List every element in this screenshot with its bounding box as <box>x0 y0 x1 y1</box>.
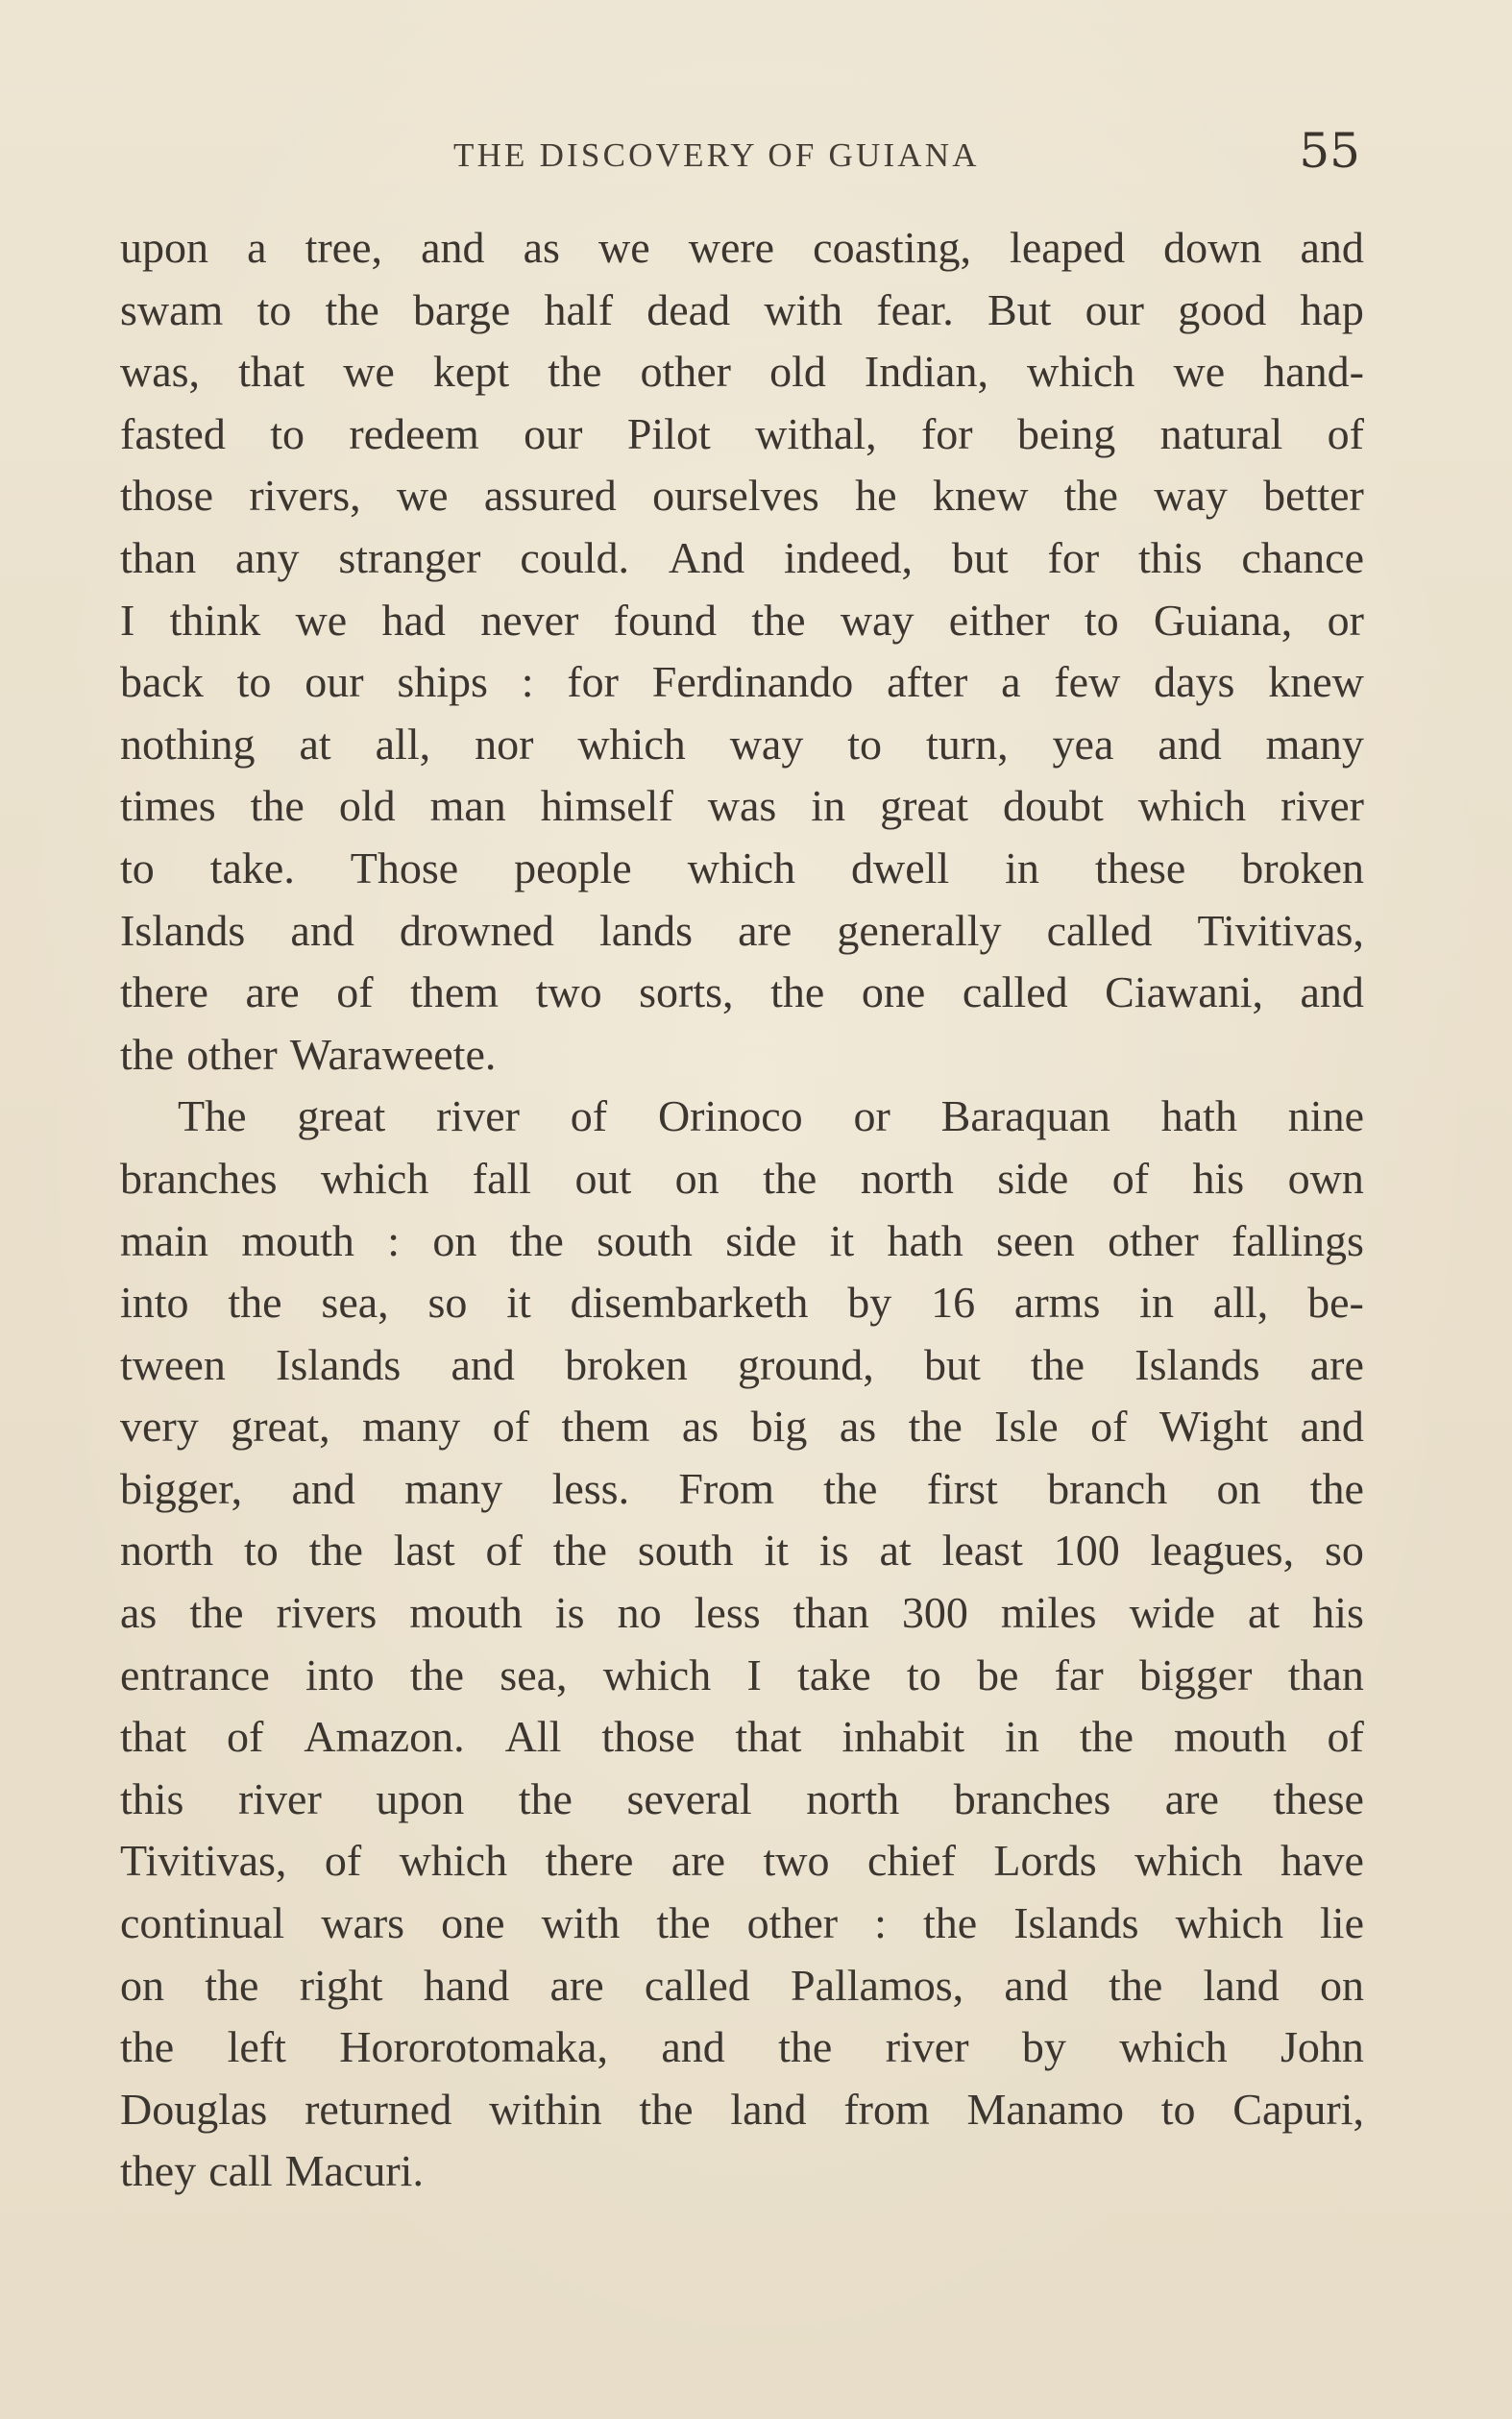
text-line: the left Hororotomaka, and the river by which John <box>120 2022 1364 2072</box>
text-line: nothing at all, nor which way to turn, yea and many <box>120 719 1364 769</box>
text-line: to take. Those people which dwell in these broken <box>120 843 1364 892</box>
text-line: times the old man himself was in great doubt which river <box>120 781 1364 831</box>
text-line: Tivitivas, of which there are two chief Lords which have <box>120 1836 1364 1886</box>
text-line: they call Macuri. <box>120 2146 424 2196</box>
text-line: back to our ships : for Ferdinando after a few days knew <box>120 657 1364 707</box>
page-number: 55 <box>1299 123 1360 179</box>
text-line: continual wars one with the other : the Islands which lie <box>120 1898 1364 1948</box>
text-line: into the sea, so it disembarketh by 16 arms in all, be- <box>120 1278 1364 1328</box>
text-line: upon a tree, and as we were coasting, leaped down and <box>120 223 1364 272</box>
text-line: there are of them two sorts, the one called Ciawani, and <box>120 967 1364 1017</box>
text-line: as the rivers mouth is no less than 300 miles wide at his <box>120 1588 1364 1638</box>
text-line: on the right hand are called Pallamos, and the land on <box>120 1960 1364 2010</box>
text-line: those rivers, we assured ourselves he knew the way better <box>120 471 1364 521</box>
text-line: north to the last of the south it is at least 100 leagues, so <box>120 1526 1364 1576</box>
body-text <box>120 217 1364 2203</box>
text-line: was, that we kept the other old Indian, which we hand- <box>120 347 1364 397</box>
text-line: The great river of Orinoco or Baraquan hath nine <box>178 1091 1364 1141</box>
text-line: bigger, and many less. From the first branch on the <box>120 1463 1364 1513</box>
text-line: fasted to redeem our Pilot withal, for being natural of <box>120 408 1364 458</box>
text-line: tween Islands and broken ground, but the Islands are <box>120 1339 1364 1389</box>
text-line: the other Waraweete. <box>120 1029 497 1079</box>
margin-stain <box>1411 235 1450 264</box>
text-line: than any stranger could. And indeed, but for this chance <box>120 532 1364 582</box>
text-line: Douglas returned within the land from Manamo to Capuri, <box>120 2084 1364 2134</box>
text-line: very great, many of them as big as the Isle of Wight and <box>120 1402 1364 1452</box>
text-line: I think we had never found the way either to Guiana, or <box>120 595 1364 645</box>
text-line: that of Amazon. All those that inhabit in the mouth of <box>120 1712 1364 1762</box>
text-line: Islands and drowned lands are generally called Tivitivas, <box>120 905 1364 955</box>
text-line: swam to the barge half dead with fear. But our good hap <box>120 284 1364 334</box>
text-line: branches which fall out on the north side of his own <box>120 1153 1364 1203</box>
text-line: main mouth : on the south side it hath seen other fallings <box>120 1215 1364 1265</box>
text-line: entrance into the sea, which I take to be far bigger than <box>120 1649 1364 1699</box>
text-line: this river upon the several north branches are these <box>120 1773 1364 1823</box>
running-head: THE DISCOVERY OF GUIANA <box>453 136 980 174</box>
page-header <box>115 123 1364 200</box>
